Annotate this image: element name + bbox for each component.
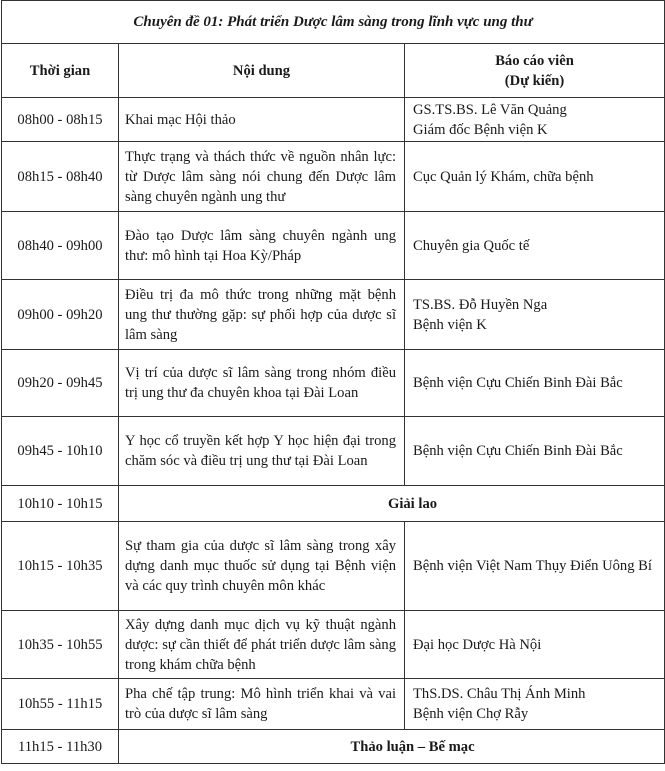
content-cell: Y học cổ truyền kết hợp Y học hiện đại trong chăm sóc và điều trị ung thư tại Đài Loan	[119, 417, 405, 486]
time-cell: 08h40 - 09h00	[2, 212, 119, 280]
time-cell: 09h45 - 10h10	[2, 417, 119, 486]
presenter-line: Đại học Dược Hà Nội	[413, 636, 542, 653]
table-row	[2, 142, 665, 212]
content-cell: Thực trạng và thách thức về nguồn nhân lực: từ Dược lâm sàng nói chung đến Dược lâm sàng chuyên ngành ung thư	[119, 142, 405, 212]
break-cell	[119, 730, 665, 764]
content-cell: Khai mạc Hội thảo	[119, 98, 405, 142]
presenter-line: TS.BS. Đỗ Huyền Nga	[413, 296, 548, 313]
table-row	[2, 280, 665, 350]
time-cell: 09h00 - 09h20	[2, 280, 119, 350]
time-cell: 10h10 - 10h15	[2, 486, 119, 522]
header-content: Nội dung	[119, 44, 405, 98]
table-row	[2, 98, 665, 142]
content-cell: Điều trị đa mô thức trong những mặt bệnh ung thư thường gặp: sự phối hợp của dược sĩ lâm sàng	[119, 280, 405, 350]
header-row	[2, 44, 665, 98]
presenter-line: Giám đốc Bệnh viện K	[413, 121, 548, 138]
time-cell: 10h15 - 10h35	[2, 522, 119, 611]
header-presenter	[405, 44, 665, 98]
header-presenter-line2: (Dự kiến)	[504, 72, 565, 89]
content-cell: Đào tạo Dược lâm sàng chuyên ngành ung thư: mô hình tại Hoa Kỳ/Pháp	[119, 212, 405, 280]
presenter-line: Bệnh viện Chợ Rẫy	[413, 706, 529, 722]
presenter-line: GS.TS.BS. Lê Văn Quảng	[413, 101, 567, 118]
presenter-cell	[405, 679, 665, 730]
presenter-cell: Bệnh viện Việt Nam Thụy Điển Uông Bí	[405, 522, 665, 611]
presenter-cell	[405, 280, 665, 350]
title-row	[2, 1, 665, 44]
presenter-cell	[405, 212, 665, 280]
time-cell: 10h55 - 11h15	[2, 679, 119, 730]
table-row	[2, 417, 665, 486]
presenter-line: Cục Quản lý Khám, chữa bệnh	[413, 168, 594, 185]
time-cell: 08h15 - 08h40	[2, 142, 119, 212]
break-label: Thảo luận – Bế mạc	[350, 738, 475, 755]
header-time: Thời gian	[2, 44, 119, 98]
table-row	[2, 522, 665, 611]
table-title: Chuyên đề 01: Phát triển Dược lâm sàng trong lĩnh vực ung thư	[2, 1, 665, 44]
table-row	[2, 212, 665, 280]
presenter-cell	[405, 350, 665, 417]
presenter-cell	[405, 611, 665, 679]
presenter-cell	[405, 417, 665, 486]
break-row	[2, 486, 665, 522]
content-cell: Xây dựng danh mục dịch vụ kỹ thuật ngành dược: sự cần thiết để phát triển dược lâm sàng trong khám chữa bệnh	[119, 611, 405, 679]
break-cell	[119, 486, 665, 522]
presenter-cell	[405, 98, 665, 142]
content-cell: Pha chế tập trung: Mô hình triển khai và vai trò của dược sĩ lâm sàng	[119, 679, 405, 730]
content-cell: Vị trí của dược sĩ lâm sàng trong nhóm điều trị ung thư đa chuyên khoa tại Đài Loan	[119, 350, 405, 417]
table-row	[2, 679, 665, 730]
table-row	[2, 350, 665, 417]
presenter-line: Bệnh viện Cựu Chiến Binh Đài Bắc	[413, 375, 623, 391]
time-cell: 10h35 - 10h55	[2, 611, 119, 679]
presenter-line: Chuyên gia Quốc tế	[413, 237, 530, 254]
time-cell: 08h00 - 08h15	[2, 98, 119, 142]
schedule-table	[1, 0, 665, 764]
table-row	[2, 611, 665, 679]
time-cell: 09h20 - 09h45	[2, 350, 119, 417]
header-presenter-line1: Báo cáo viên	[495, 52, 574, 69]
break-row	[2, 730, 665, 764]
break-label: Giải lao	[387, 495, 438, 512]
presenter-line: Bệnh viện K	[413, 316, 487, 333]
time-cell: 11h15 - 11h30	[2, 730, 119, 764]
presenter-line: ThS.DS. Châu Thị Ánh Minh	[413, 686, 586, 702]
presenter-cell	[405, 142, 665, 212]
content-cell: Sự tham gia của dược sĩ lâm sàng trong xây dựng danh mục thuốc sử dụng tại Bệnh viện và các quy trình chuyên môn khác	[119, 522, 405, 611]
presenter-line: Bệnh viện Cựu Chiến Binh Đài Bắc	[413, 443, 623, 459]
